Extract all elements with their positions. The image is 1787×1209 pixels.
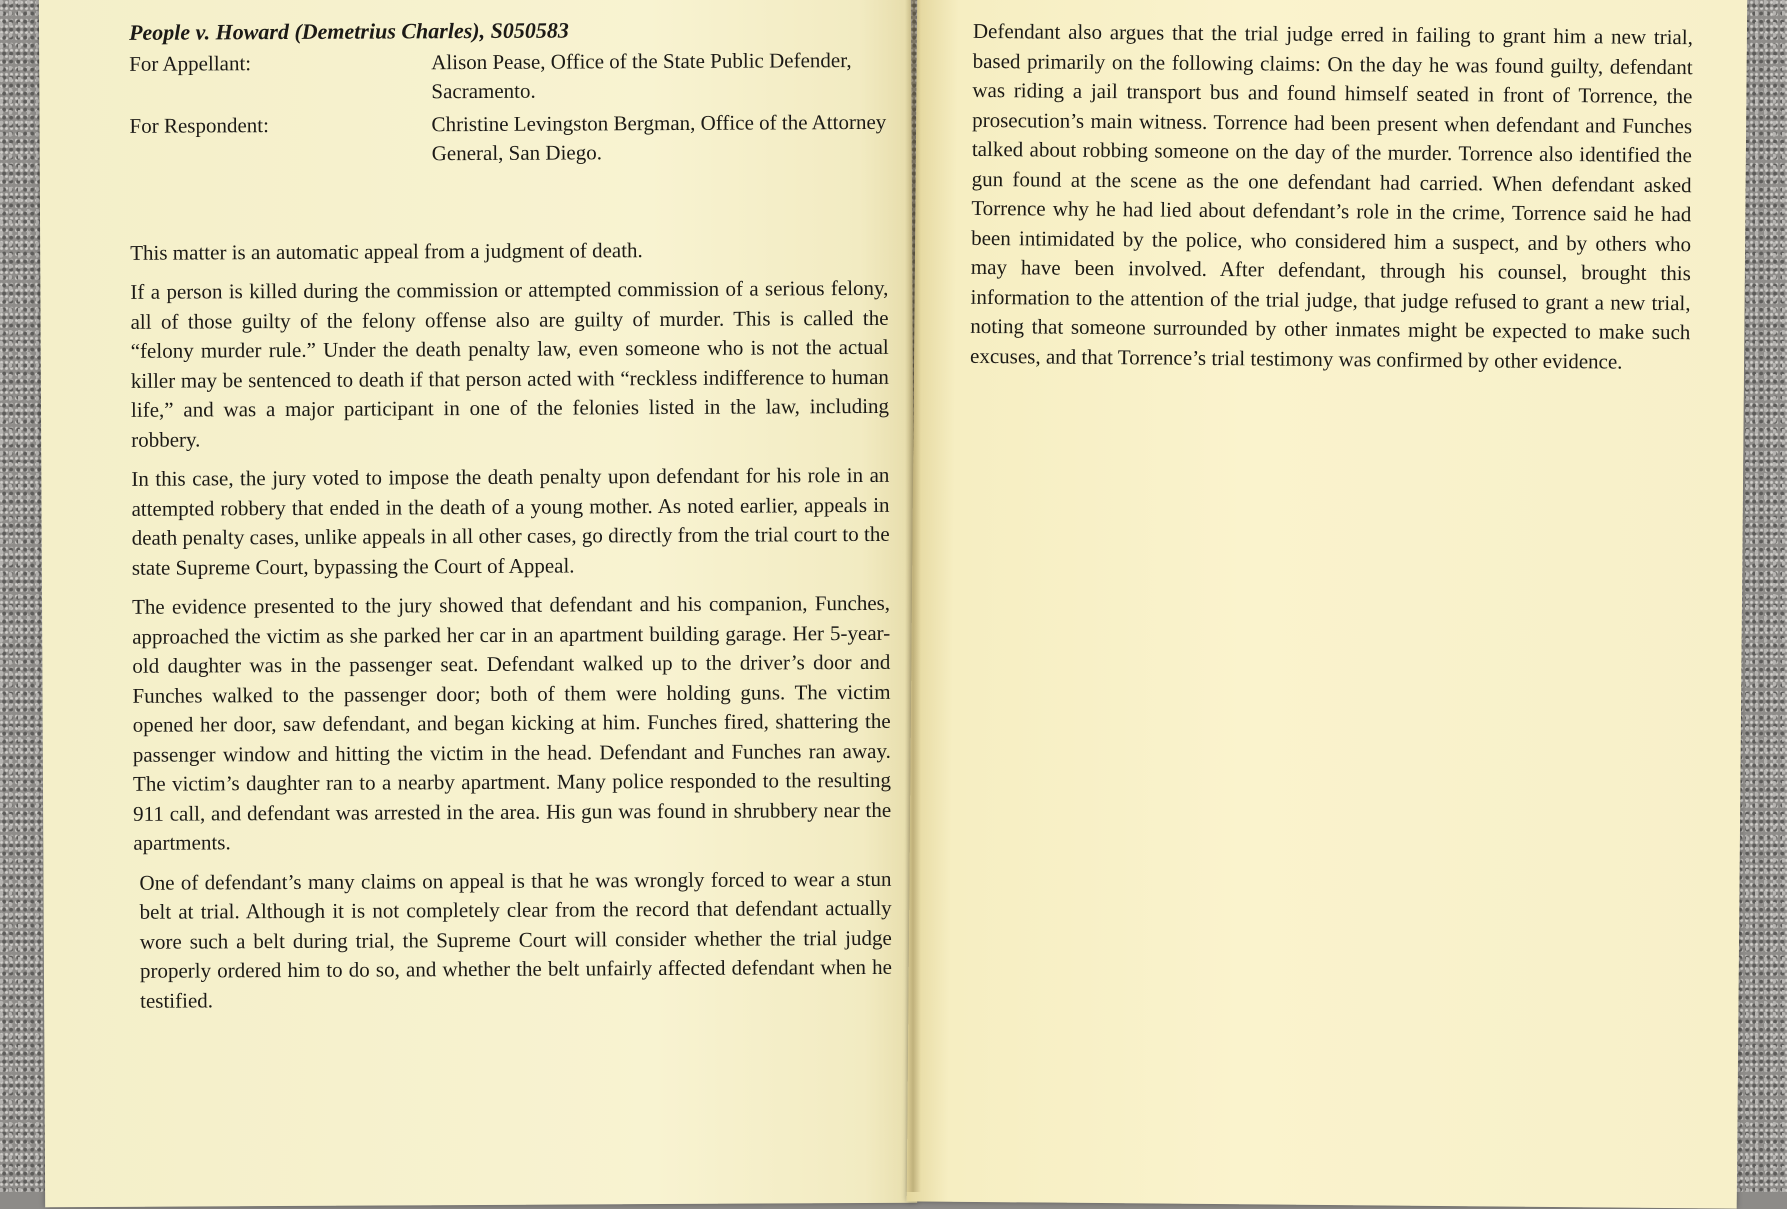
right-page [907, 0, 1748, 1209]
counsel-value: Alison Pease, Office of the State Public Defender, Sacramento. [431, 47, 852, 104]
counsel-row-respondent [129, 107, 887, 170]
book-gutter [905, 0, 921, 1192]
right-page-content [970, 17, 1693, 387]
counsel-value: Christine Levingston Bergman, Office of the Attorney General, San Diego. [431, 109, 887, 166]
left-page [39, 0, 917, 1207]
paragraph-automatic-appeal: This matter is an automatic appeal from a judgment of death. [130, 237, 643, 265]
counsel-block [129, 45, 888, 170]
counsel-row-appellant [129, 45, 887, 108]
counsel-label: For Appellant: [129, 50, 252, 76]
paragraph-new-trial: Defendant also argues that the trial judge erred in failing to grant him a new trial, based primarily on the following claims: On the day he was found guilty, defendant was riding a jail transport bus and found himself seated in front of Torrence, the prosecution’s main witness. Torrence had been present when defendant and Funches talked about robbing someone on the day of the murder. Torrence also identified the gun found at the scene as the one defendant had carried. When defendant asked Torrence why he had lied about defendant’s role in the crime, Torrence said he had been intimidated by the police, who considered him a suspect, and by others who may have been involved. After defendant, through his counsel, brought this information to the attention of the trial judge, that judge refused to grant a new trial, noting that someone surrounded by other inmates might be expected to make such excuses, and that Torrence’s trial testimony was confirmed by other evidence. [969, 18, 1694, 374]
paragraph-case-summary: In this case, the jury voted to impose the death penalty upon defendant for his role in an attempted robbery that ended in the death of a young mother. As noted earlier, appeals in death penalty cases, unlike appeals in all other cases, go directly from the trial court to the state Supreme Court, bypassing the Court of Appeal. [131, 462, 890, 580]
paragraph-stun-belt: One of defendant’s many claims on appeal is that he was wrongly forced to wear a stun belt at trial. Although it is not completely clear from the record that defendant actually wore such a belt during trial, the Supreme Court will consider whether the trial judge properly ordered him to do so, and whether the belt unfairly affected defendant when he testified. [139, 866, 893, 1013]
paragraph-felony-murder-rule: If a person is killed during the commission or attempted commission of a serious felony, all of those guilty of the felony offense also are guilty of murder. This is called the “felony murder rule.” Under the death penalty law, even someone who is not the actual killer may be sentenced to death if that person acted with “reckless indifference to human life,” and was a major participant in one of the felonies listed in the law, including robbery. [130, 275, 890, 452]
case-title: People v. Howard (Demetrius Charles), S050583 [128, 17, 569, 45]
counsel-label: For Respondent: [129, 112, 270, 138]
left-page-content [129, 14, 892, 1026]
paragraph-evidence: The evidence presented to the jury showed that defendant and his companion, Funches, approached the victim as she parked her car in an apartment building garage. Her 5-year-old daughter was in the passenger seat. Defendant walked up to the driver’s door and Funches walked to the passenger door; both of them were holding guns. The victim opened her door, saw defendant, and began kicking at him. Funches fired, shattering the passenger window and hitting the victim in the head. Defendant and Funches ran away. The victim’s daughter ran to a nearby apartment. Many police responded to the resulting 911 call, and defendant was arrested in the area. His gun was found in shrubbery near the apartments. [131, 590, 892, 855]
